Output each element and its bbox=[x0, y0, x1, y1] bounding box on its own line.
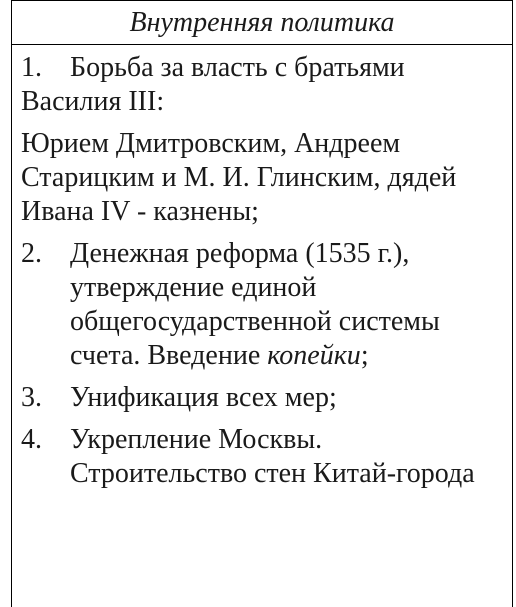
item-number: 3. bbox=[21, 382, 42, 413]
item-text: Денежная реформа (1535 г.), утверждение единой общегосударственной системы счета. Введение копейки; bbox=[70, 238, 440, 371]
list-item-4 bbox=[21, 423, 504, 491]
table-header bbox=[12, 0, 512, 45]
item-text: Унификация всех мер; bbox=[70, 382, 337, 413]
item-text: Укрепление Москвы. Строительство стен Китай-города bbox=[70, 424, 475, 489]
item-number: 2. bbox=[21, 238, 42, 269]
header-title: Внутренняя политика bbox=[129, 6, 395, 38]
table-body bbox=[12, 45, 512, 491]
item-1-detail: Юрием Дмитровским, Андреем Старицким и М. И. Глинским, дядей Ивана IV - казнены; bbox=[21, 128, 457, 227]
list-item-3 bbox=[21, 381, 504, 415]
policy-table bbox=[11, 0, 513, 607]
item-1-continuation: Василия III: bbox=[21, 86, 165, 117]
item-number: 4. bbox=[21, 424, 42, 455]
item-text: Борьба за власть с братьями bbox=[70, 52, 405, 83]
list-item-1 bbox=[21, 51, 504, 85]
list-item-2 bbox=[21, 237, 504, 373]
italic-term: копейки bbox=[267, 340, 361, 371]
item-number: 1. bbox=[21, 52, 42, 83]
